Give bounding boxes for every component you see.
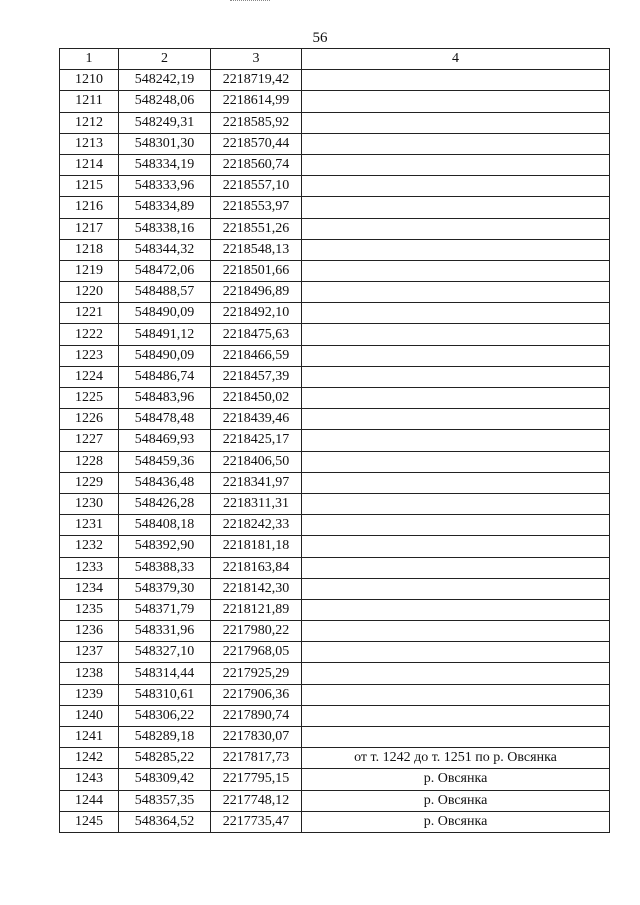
point-number-cell: 1210	[60, 70, 119, 91]
description-cell	[302, 112, 610, 133]
description-cell	[302, 218, 610, 239]
point-number-cell: 1236	[60, 621, 119, 642]
y-coordinate-cell: 2217795,15	[211, 769, 302, 790]
column-header-4: 4	[302, 49, 610, 70]
table-row	[60, 260, 610, 281]
point-number-cell: 1235	[60, 599, 119, 620]
y-coordinate-cell: 2218311,31	[211, 493, 302, 514]
description-cell	[302, 282, 610, 303]
y-coordinate-cell: 2218121,89	[211, 599, 302, 620]
point-number-cell: 1212	[60, 112, 119, 133]
description-cell	[302, 176, 610, 197]
description-cell	[302, 705, 610, 726]
table-row	[60, 239, 610, 260]
table-row	[60, 430, 610, 451]
point-number-cell: 1211	[60, 91, 119, 112]
description-cell	[302, 472, 610, 493]
x-coordinate-cell: 548242,19	[119, 70, 211, 91]
point-number-cell: 1216	[60, 197, 119, 218]
point-number-cell: 1244	[60, 790, 119, 811]
description-cell	[302, 642, 610, 663]
y-coordinate-cell: 2218425,17	[211, 430, 302, 451]
table-row	[60, 748, 610, 769]
x-coordinate-cell: 548371,79	[119, 599, 211, 620]
point-number-cell: 1214	[60, 154, 119, 175]
x-coordinate-cell: 548472,06	[119, 260, 211, 281]
description-cell: р. Овсянка	[302, 790, 610, 811]
description-cell	[302, 388, 610, 409]
description-cell: р. Овсянка	[302, 811, 610, 832]
x-coordinate-cell: 548285,22	[119, 748, 211, 769]
x-coordinate-cell: 548327,10	[119, 642, 211, 663]
y-coordinate-cell: 2218341,97	[211, 472, 302, 493]
point-number-cell: 1219	[60, 260, 119, 281]
table-row	[60, 515, 610, 536]
column-header-2: 2	[119, 49, 211, 70]
description-cell	[302, 578, 610, 599]
table-row	[60, 218, 610, 239]
page-number: 56	[312, 30, 328, 46]
y-coordinate-cell: 2218557,10	[211, 176, 302, 197]
point-number-cell: 1239	[60, 684, 119, 705]
point-number-cell: 1233	[60, 557, 119, 578]
point-number-cell: 1217	[60, 218, 119, 239]
table-row	[60, 493, 610, 514]
table-row	[60, 324, 610, 345]
y-coordinate-cell: 2218181,18	[211, 536, 302, 557]
x-coordinate-cell: 548289,18	[119, 727, 211, 748]
x-coordinate-cell: 548426,28	[119, 493, 211, 514]
y-coordinate-cell: 2217830,07	[211, 727, 302, 748]
x-coordinate-cell: 548314,44	[119, 663, 211, 684]
point-number-cell: 1232	[60, 536, 119, 557]
x-coordinate-cell: 548469,93	[119, 430, 211, 451]
description-cell	[302, 154, 610, 175]
y-coordinate-cell: 2217906,36	[211, 684, 302, 705]
point-number-cell: 1230	[60, 493, 119, 514]
y-coordinate-cell: 2218439,46	[211, 409, 302, 430]
x-coordinate-cell: 548491,12	[119, 324, 211, 345]
table-body	[60, 70, 610, 833]
y-coordinate-cell: 2217890,74	[211, 705, 302, 726]
x-coordinate-cell: 548333,96	[119, 176, 211, 197]
description-cell	[302, 303, 610, 324]
point-number-cell: 1218	[60, 239, 119, 260]
x-coordinate-cell: 548364,52	[119, 811, 211, 832]
point-number-cell: 1215	[60, 176, 119, 197]
description-cell	[302, 239, 610, 260]
table-row	[60, 112, 610, 133]
y-coordinate-cell: 2217925,29	[211, 663, 302, 684]
point-number-cell: 1223	[60, 345, 119, 366]
table-row	[60, 70, 610, 91]
description-cell	[302, 197, 610, 218]
description-cell	[302, 557, 610, 578]
point-number-cell: 1234	[60, 578, 119, 599]
x-coordinate-cell: 548301,30	[119, 133, 211, 154]
description-cell	[302, 409, 610, 430]
x-coordinate-cell: 548344,32	[119, 239, 211, 260]
y-coordinate-cell: 2218163,84	[211, 557, 302, 578]
description-cell	[302, 366, 610, 387]
y-coordinate-cell: 2218585,92	[211, 112, 302, 133]
table-row	[60, 578, 610, 599]
description-cell	[302, 430, 610, 451]
point-number-cell: 1222	[60, 324, 119, 345]
x-coordinate-cell: 548306,22	[119, 705, 211, 726]
description-cell	[302, 91, 610, 112]
table-row	[60, 451, 610, 472]
y-coordinate-cell: 2218496,89	[211, 282, 302, 303]
point-number-cell: 1231	[60, 515, 119, 536]
table-row	[60, 176, 610, 197]
table-header-row	[60, 49, 610, 70]
x-coordinate-cell: 548249,31	[119, 112, 211, 133]
x-coordinate-cell: 548486,74	[119, 366, 211, 387]
point-number-cell: 1220	[60, 282, 119, 303]
point-number-cell: 1228	[60, 451, 119, 472]
point-number-cell: 1213	[60, 133, 119, 154]
point-number-cell: 1242	[60, 748, 119, 769]
point-number-cell: 1225	[60, 388, 119, 409]
x-coordinate-cell: 548478,48	[119, 409, 211, 430]
table-row	[60, 536, 610, 557]
table-row	[60, 91, 610, 112]
point-number-cell: 1229	[60, 472, 119, 493]
table-row	[60, 769, 610, 790]
x-coordinate-cell: 548310,61	[119, 684, 211, 705]
table-row	[60, 557, 610, 578]
column-header-3: 3	[211, 49, 302, 70]
x-coordinate-cell: 548392,90	[119, 536, 211, 557]
table-row	[60, 642, 610, 663]
description-cell	[302, 621, 610, 642]
y-coordinate-cell: 2218548,13	[211, 239, 302, 260]
description-cell	[302, 493, 610, 514]
point-number-cell: 1237	[60, 642, 119, 663]
x-coordinate-cell: 548309,42	[119, 769, 211, 790]
description-cell	[302, 133, 610, 154]
description-cell	[302, 684, 610, 705]
table-row	[60, 366, 610, 387]
point-number-cell: 1243	[60, 769, 119, 790]
description-cell	[302, 324, 610, 345]
description-cell	[302, 260, 610, 281]
table-row	[60, 409, 610, 430]
coordinates-table	[59, 48, 610, 833]
description-cell: р. Овсянка	[302, 769, 610, 790]
table-row	[60, 154, 610, 175]
point-number-cell: 1240	[60, 705, 119, 726]
x-coordinate-cell: 548334,19	[119, 154, 211, 175]
y-coordinate-cell: 2217748,12	[211, 790, 302, 811]
y-coordinate-cell: 2217735,47	[211, 811, 302, 832]
description-cell	[302, 536, 610, 557]
point-number-cell: 1221	[60, 303, 119, 324]
table-row	[60, 345, 610, 366]
point-number-cell: 1245	[60, 811, 119, 832]
table-row	[60, 621, 610, 642]
x-coordinate-cell: 548334,89	[119, 197, 211, 218]
y-coordinate-cell: 2218450,02	[211, 388, 302, 409]
description-cell	[302, 727, 610, 748]
x-coordinate-cell: 548248,06	[119, 91, 211, 112]
point-number-cell: 1227	[60, 430, 119, 451]
x-coordinate-cell: 548488,57	[119, 282, 211, 303]
y-coordinate-cell: 2218475,63	[211, 324, 302, 345]
description-cell	[302, 515, 610, 536]
x-coordinate-cell: 548483,96	[119, 388, 211, 409]
x-coordinate-cell: 548490,09	[119, 345, 211, 366]
table-row	[60, 133, 610, 154]
scan-artifact	[230, 0, 270, 3]
x-coordinate-cell: 548338,16	[119, 218, 211, 239]
table-row	[60, 388, 610, 409]
x-coordinate-cell: 548459,36	[119, 451, 211, 472]
point-number-cell: 1238	[60, 663, 119, 684]
description-cell	[302, 599, 610, 620]
y-coordinate-cell: 2218553,97	[211, 197, 302, 218]
point-number-cell: 1241	[60, 727, 119, 748]
point-number-cell: 1224	[60, 366, 119, 387]
table-row	[60, 599, 610, 620]
table-row	[60, 472, 610, 493]
y-coordinate-cell: 2218614,99	[211, 91, 302, 112]
y-coordinate-cell: 2218142,30	[211, 578, 302, 599]
y-coordinate-cell: 2217980,22	[211, 621, 302, 642]
x-coordinate-cell: 548357,35	[119, 790, 211, 811]
y-coordinate-cell: 2218242,33	[211, 515, 302, 536]
table-row	[60, 282, 610, 303]
x-coordinate-cell: 548379,30	[119, 578, 211, 599]
y-coordinate-cell: 2217968,05	[211, 642, 302, 663]
table-row	[60, 197, 610, 218]
table-row	[60, 727, 610, 748]
y-coordinate-cell: 2217817,73	[211, 748, 302, 769]
description-cell	[302, 451, 610, 472]
y-coordinate-cell: 2218501,66	[211, 260, 302, 281]
description-cell	[302, 345, 610, 366]
y-coordinate-cell: 2218406,50	[211, 451, 302, 472]
table-row	[60, 684, 610, 705]
point-number-cell: 1226	[60, 409, 119, 430]
x-coordinate-cell: 548490,09	[119, 303, 211, 324]
x-coordinate-cell: 548436,48	[119, 472, 211, 493]
description-cell	[302, 663, 610, 684]
y-coordinate-cell: 2218492,10	[211, 303, 302, 324]
y-coordinate-cell: 2218560,74	[211, 154, 302, 175]
description-cell: от т. 1242 до т. 1251 по р. Овсянка	[302, 748, 610, 769]
column-header-1: 1	[60, 49, 119, 70]
table-row	[60, 811, 610, 832]
table-row	[60, 303, 610, 324]
table-row	[60, 790, 610, 811]
description-cell	[302, 70, 610, 91]
table-row	[60, 663, 610, 684]
x-coordinate-cell: 548331,96	[119, 621, 211, 642]
y-coordinate-cell: 2218457,39	[211, 366, 302, 387]
y-coordinate-cell: 2218719,42	[211, 70, 302, 91]
y-coordinate-cell: 2218570,44	[211, 133, 302, 154]
x-coordinate-cell: 548388,33	[119, 557, 211, 578]
table-row	[60, 705, 610, 726]
x-coordinate-cell: 548408,18	[119, 515, 211, 536]
y-coordinate-cell: 2218466,59	[211, 345, 302, 366]
y-coordinate-cell: 2218551,26	[211, 218, 302, 239]
